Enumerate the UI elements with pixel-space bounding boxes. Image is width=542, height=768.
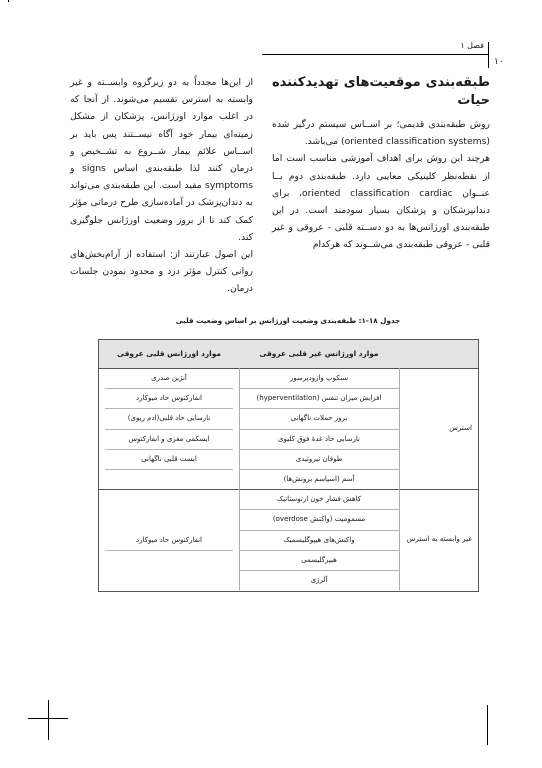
header-divider [488,42,489,68]
cell-cardio: ایست قلبی ناگهانی [141,454,197,463]
header-rule [262,54,488,55]
crop-mark [8,0,9,2]
category-label: غیر وابسته به استرس [406,533,472,543]
column-divider [399,368,400,590]
table-header [99,340,478,369]
cell-non-cardio: مسمومیت (واکنش overdose) [272,515,366,524]
page-number: ۱۰ [494,57,504,67]
section-heading: طبقه‌بندی موقعیت‌های تهدیدکننده حیات [272,75,490,108]
paragraph: هرچند این روش برای اهداف آموزشی مناسب است اما از نقطه‌نظر کلینیکی معایبی دارد. طبقه‌بندی دوم بــا عنــوان oriented classification cardiac، برای دندانپزشکان و پزشکان بسیار سودمند است. در این طبقه‌بندی اورژانس‌ها به دو دســته قلبی - عروقی و غیر قلبی - عروقی طبقه‌بندی می‌شــوند که هرکدام [272,153,490,251]
cell-cardio [105,509,233,529]
cell-non-cardio: واکنش‌های هیپوگلیسمیک [283,535,355,544]
left-column [70,74,253,298]
cell-cardio [105,570,233,590]
cell-cardio: انفارکتوس حاد میوکارد [135,394,203,403]
cell-non-cardio: آلرژی [310,576,328,584]
paragraph: روش طبقه‌بندی قدیمی؛ بر اســاس سیستم درگیر شده (oriented classification systems) می‌باشد. [272,119,490,148]
column-divider [239,368,240,590]
emergency-table [98,339,479,592]
category-label: استرس [449,422,472,432]
cell-non-cardio: آسم (اسپاسم برونش‌ها) [283,475,355,483]
cell-cardio: آنژین صدری [151,374,187,382]
header-non-cardio: موارد اورژانس غیر قلبی عروقی [259,349,379,358]
cell-non-cardio: نارسایی حاد غدهٔ فوق کلیوی [278,434,360,443]
chapter-label: فصل ۱ [460,41,484,50]
right-column [272,74,490,254]
cell-cardio: انفارکتوس حاد میوکارد [135,535,203,544]
cell-cardio: ایسکمی مغزی و انفارکتوس [128,434,210,443]
cell-non-cardio: هیپرگلیسمی [301,555,337,564]
cell-cardio [105,469,233,489]
cell-non-cardio: بروز حملات ناگهانی [290,414,348,423]
header-cardio: موارد اورژانس قلبی عروقی [117,349,221,358]
cell-non-cardio: سنکوپ وازودپرسور [289,374,349,382]
cell-non-cardio: طوفان تیروئیدی [295,454,343,463]
cell-non-cardio: افزایش میزان تنفس (hyperventilation) [256,394,382,403]
cell-cardio [105,550,233,570]
cell-non-cardio: کاهش فشار خون ارتوستاتیک [276,495,362,504]
cell-cardio: نارسایی حاد قلبی(ادم ریوی) [127,414,211,423]
paragraph: از این‌ها مجدداً به دو زیرگروه وابســته و غیر وابسته به استرس تقسیم می‌شوند. از آنجا که در اغلب موارد اورژانس، پزشکان از مشکل زمینه‌ای بیمار خود آگاه نیســتند پس باید بر اســاس علائم بیمار شــروع به تشــخیص و درمان کنند لذا طبقه‌بندی اساس signs و symptoms مفید است. این طبقه‌بندی می‌تواند به دندان‌پزشک در آماده‌سازی طرح درمانی مؤثر کمک کند تا از بروز وضعیت اورژانس جلوگیری کند. [70,77,254,243]
crop-mark [487,705,488,745]
paragraph: این اصول عبارتند از: استفاده از آرام‌بخش‌های روانی کنترل مؤثر درد و محدود نمودن جلسات درمان. [70,249,253,295]
table-caption: جدول ۱۸-۱: طبقه‌بندی وضعیت اورژانس بر اساس وضعیت قلبی [175,316,401,325]
crop-mark [48,700,49,740]
cell-cardio [105,489,233,509]
